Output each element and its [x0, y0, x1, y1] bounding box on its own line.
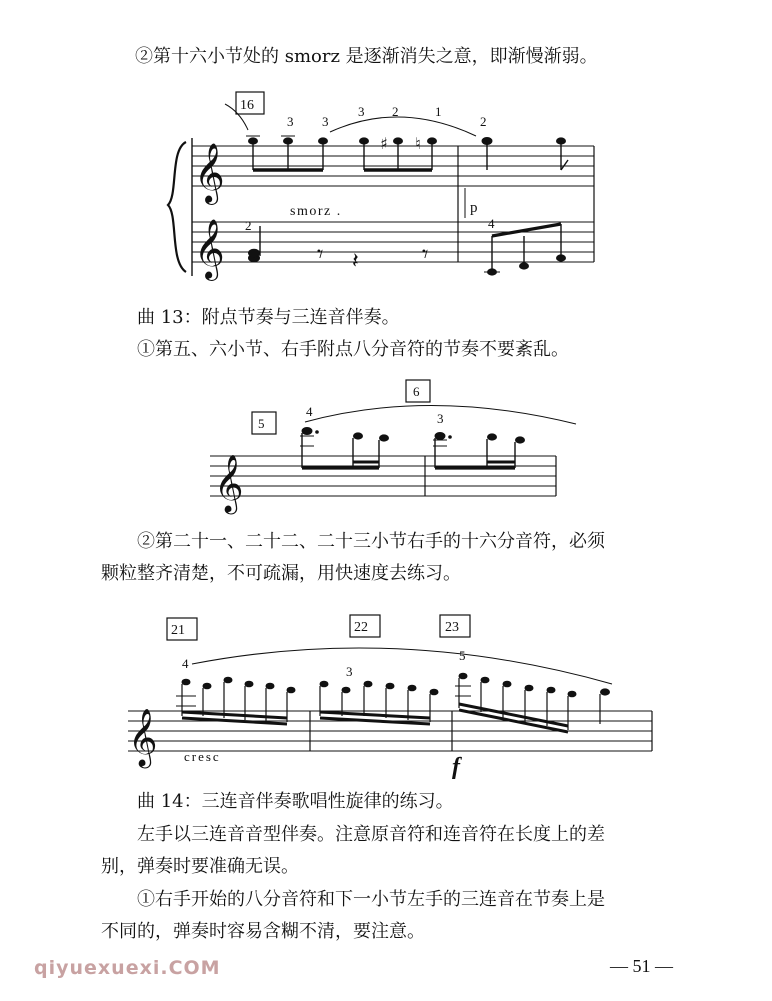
- brace: [168, 142, 186, 272]
- text-eighth-vs-triplet-line1: ①右手开始的八分音符和下一小节左手的三连音在节奏上是: [137, 889, 605, 910]
- measure-number: 23: [445, 620, 459, 635]
- fingering: 3: [287, 114, 294, 129]
- measure-number: 6: [413, 384, 420, 399]
- text-smorz-note: ②第十六小节处的 smorz 是逐渐消失之意，即渐慢渐弱。: [135, 46, 598, 67]
- score-measure-16: [168, 92, 594, 276]
- watermark-site: qiyuexuexi.COM: [34, 957, 221, 979]
- upper-notes: [248, 137, 566, 145]
- marking-cresc: cresc: [184, 749, 221, 764]
- treble-clef-icon: 𝄞: [128, 708, 158, 766]
- fingering: 3: [437, 411, 444, 426]
- fingering: 1: [435, 104, 442, 119]
- fingering: 4: [488, 216, 495, 231]
- text-sixteenth-note-line1: ②第二十一、二十二、二十三小节右手的十六分音符，必须: [137, 531, 605, 552]
- heading-piece-14: 曲 14：三连音伴奏歌唱性旋律的练习。: [137, 791, 454, 812]
- marking-smorz: smorz .: [290, 204, 342, 219]
- fingering: 2: [480, 114, 487, 129]
- measure-number: 22: [354, 620, 368, 635]
- treble-clef-icon: 𝄞: [194, 143, 225, 203]
- fingering: 3: [346, 664, 353, 679]
- fingering: 4: [306, 404, 313, 419]
- score-measures-5-6: [210, 380, 576, 496]
- measure-number: 5: [258, 416, 265, 431]
- measure-number: 16: [240, 98, 254, 113]
- svg-text:♮: ♮: [415, 134, 421, 153]
- fingering: 2: [245, 218, 252, 233]
- text-sixteenth-note-line2: 颗粒整齐清楚，不可疏漏，用快速度去练习。: [101, 563, 461, 584]
- fingering: 3: [358, 104, 365, 119]
- treble-clef-icon: 𝄞: [214, 454, 244, 512]
- svg-text:𝄾: 𝄾: [422, 240, 429, 268]
- fingering: 3: [322, 114, 329, 129]
- svg-text:♯: ♯: [380, 134, 388, 153]
- dynamic-f: f: [452, 754, 460, 780]
- heading-piece-13: 曲 13：附点节奏与三连音伴奏。: [137, 307, 400, 328]
- score3-labels: [171, 620, 466, 780]
- svg-text:𝄾: 𝄾: [317, 240, 324, 268]
- svg-text:𝄽: 𝄽: [352, 249, 359, 274]
- fingering: 5: [459, 648, 466, 663]
- text-eighth-vs-triplet-line2: 不同的，弹奏时容易含糊不清，要注意。: [101, 921, 425, 942]
- page-number: — 51 —: [610, 956, 673, 976]
- text-triplet-accomp-line1: 左手以三连音音型伴奏。注意原音符和连音符在长度上的差: [137, 824, 605, 845]
- dynamic-p: p: [470, 200, 478, 216]
- text-dotted-rhythm-note: ①第五、六小节、右手附点八分音符的节奏不要紊乱。: [137, 339, 569, 360]
- fingering: 4: [182, 656, 189, 671]
- score2-labels: [258, 384, 444, 431]
- text-triplet-accomp-line2: 别，弹奏时要准确无误。: [101, 856, 299, 877]
- score-measures-21-23: [128, 615, 652, 751]
- measure-number: 21: [171, 623, 185, 638]
- treble-clef-icon: 𝄞: [194, 219, 225, 279]
- fingering: 2: [392, 104, 399, 119]
